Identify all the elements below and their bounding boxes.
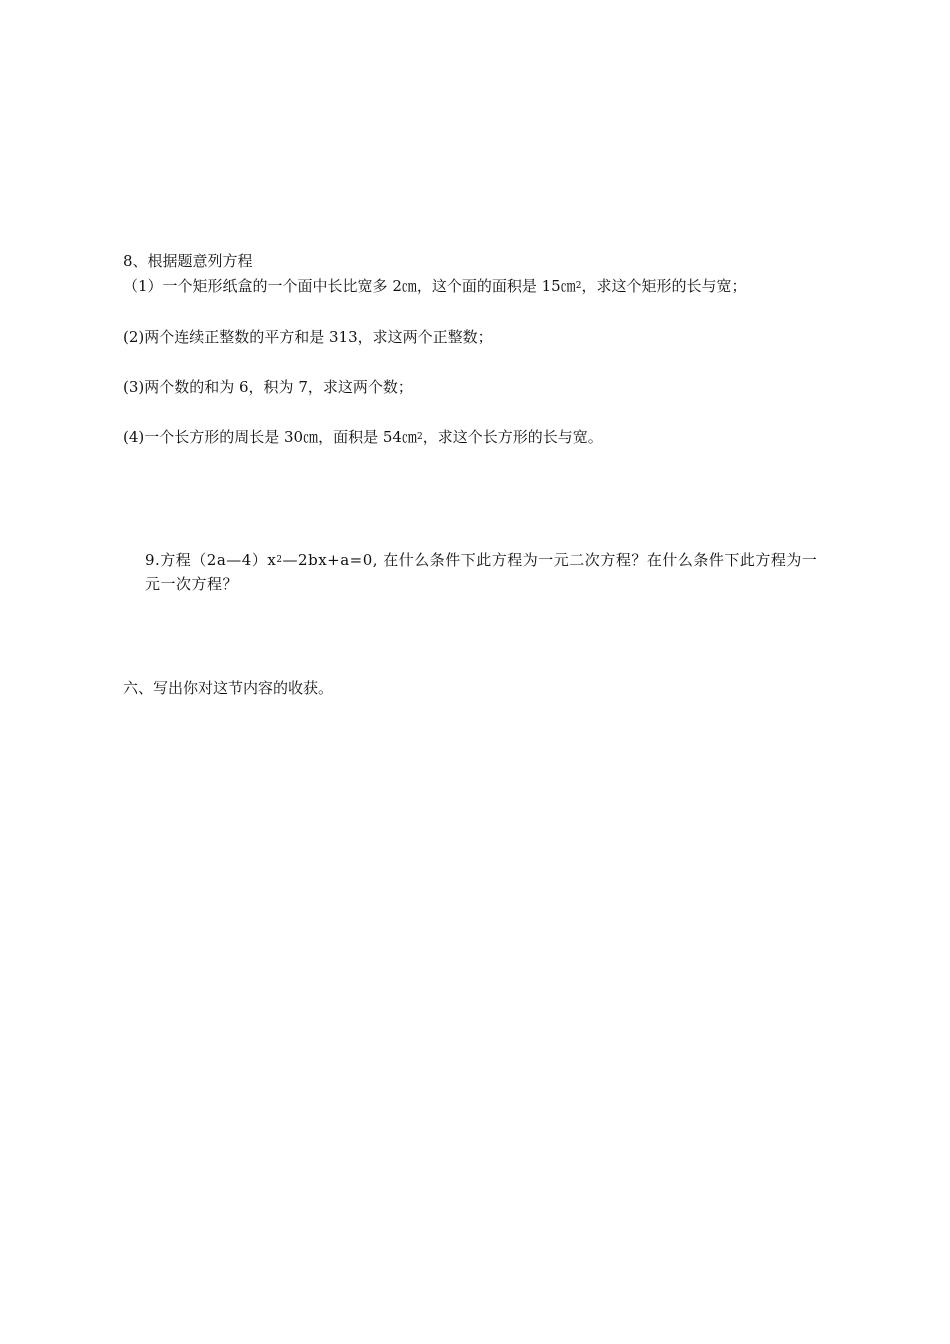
question-9 <box>145 548 825 596</box>
item-1-text-end: ，求这个矩形的长与宽； <box>581 277 747 295</box>
item-1-superscript: 2 <box>575 281 582 291</box>
item-4-text: (4)一个长方形的周长是 30㎝，面积是 54㎝ <box>123 428 417 446</box>
item-4-superscript: 2 <box>416 432 423 442</box>
item-1-text: （1）一个矩形纸盒的一个面中长比宽多 2㎝，这个面的面积是 15㎝ <box>123 277 576 295</box>
question-8-item-3: (3)两个数的和为 6，积为 7，求这两个数； <box>123 378 413 396</box>
question-8-heading: 8、根据题意列方程 <box>123 252 253 270</box>
question-9-text: 9.方程（2a—4）x <box>145 551 277 569</box>
item-4-text-end: ，求这个长方形的长与宽。 <box>422 428 603 446</box>
question-9-superscript: 2 <box>276 555 283 565</box>
question-8-item-1 <box>123 276 746 296</box>
section-6-heading: 六、写出你对这节内容的收获。 <box>123 679 334 697</box>
question-8-item-2: (2)两个连续正整数的平方和是 313，求这两个正整数； <box>123 328 493 346</box>
question-9-text-end: —2bx+a=0, 在什么条件下此方程为一元二次方程？在什么条件下此方程为一元一次方程？ <box>145 551 818 593</box>
question-8-item-4 <box>123 427 603 447</box>
